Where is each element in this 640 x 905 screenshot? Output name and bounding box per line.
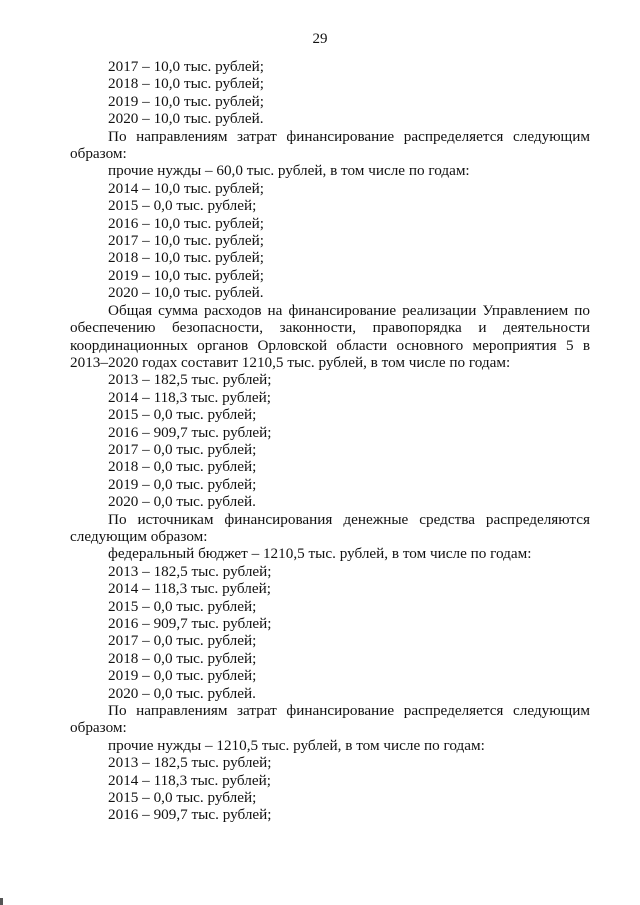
text-line: 2018 – 0,0 тыс. рублей; xyxy=(108,649,257,667)
text-line: 2015 – 0,0 тыс. рублей; xyxy=(108,597,257,615)
text-line: 2017 – 0,0 тыс. рублей; xyxy=(108,440,257,458)
paragraph: По направлениям затрат финансирование распределяется следующим образом: xyxy=(70,702,590,737)
text-line: 2018 – 0,0 тыс. рублей; xyxy=(108,458,257,476)
text-line: 2018 – 10,0 тыс. рублей; xyxy=(108,75,264,93)
document-body xyxy=(70,58,590,824)
text-line: 2015 – 0,0 тыс. рублей; xyxy=(108,406,257,424)
text-line: 2016 – 909,7 тыс. рублей; xyxy=(108,423,272,441)
text-line: 2015 – 0,0 тыс. рублей; xyxy=(108,789,257,807)
text-line: 2017 – 10,0 тыс. рублей; xyxy=(108,232,264,250)
text-line: 2013 – 182,5 тыс. рублей; xyxy=(108,562,272,580)
text-line: 2017 – 10,0 тыс. рублей; xyxy=(108,58,264,75)
scan-edge-mark xyxy=(0,898,3,905)
text-line: 2019 – 10,0 тыс. рублей; xyxy=(108,266,264,284)
text-line: 2016 – 909,7 тыс. рублей; xyxy=(108,615,272,632)
paragraph: По источникам финансирования денежные средства распределяются следующим образом: xyxy=(70,510,590,545)
paragraph: По направлениям затрат финансирование распределяется следующим образом: xyxy=(70,127,590,163)
text-line: 2013 – 182,5 тыс. рублей; xyxy=(108,754,272,772)
text-line: прочие нужды – 60,0 тыс. рублей, в том числе по годам: xyxy=(108,162,470,180)
text-line: 2018 – 10,0 тыс. рублей; xyxy=(108,249,264,267)
text-line: 2014 – 118,3 тыс. рублей; xyxy=(108,580,271,598)
paragraph: Общая сумма расходов на финансирование реализации Управлением по обеспечению безопасности, законности, правопорядка и деятельности координационных органов Орловской области основного мероприятия 5 в 2013–2020 годах составит 1210,5 тыс. рублей, в том числе по годам: xyxy=(70,301,590,371)
page-number: 29 xyxy=(312,31,328,47)
text-line: 2020 – 10,0 тыс. рублей. xyxy=(108,110,264,128)
text-line: 2016 – 10,0 тыс. рублей; xyxy=(108,214,264,232)
text-line: прочие нужды – 1210,5 тыс. рублей, в том числе по годам: xyxy=(108,736,485,754)
text-line: 2019 – 0,0 тыс. рублей; xyxy=(108,475,257,493)
text-line: 2015 – 0,0 тыс. рублей; xyxy=(108,197,257,215)
text-line: 2014 – 10,0 тыс. рублей; xyxy=(108,179,264,197)
text-line: 2020 – 0,0 тыс. рублей. xyxy=(108,684,256,702)
text-line: 2013 – 182,5 тыс. рублей; xyxy=(108,371,272,389)
text-line: 2017 – 0,0 тыс. рублей; xyxy=(108,632,257,650)
text-line: 2019 – 0,0 тыс. рублей; xyxy=(108,667,257,685)
text-line: 2014 – 118,3 тыс. рублей; xyxy=(108,388,271,406)
text-line: 2020 – 0,0 тыс. рублей. xyxy=(108,493,256,511)
text-line: 2016 – 909,7 тыс. рублей; xyxy=(108,806,272,824)
text-line: 2020 – 10,0 тыс. рублей. xyxy=(108,284,264,302)
text-line: 2019 – 10,0 тыс. рублей; xyxy=(108,92,264,110)
text-line: 2014 – 118,3 тыс. рублей; xyxy=(108,771,271,789)
text-line: федеральный бюджет – 1210,5 тыс. рублей, в том числе по годам: xyxy=(108,545,532,563)
